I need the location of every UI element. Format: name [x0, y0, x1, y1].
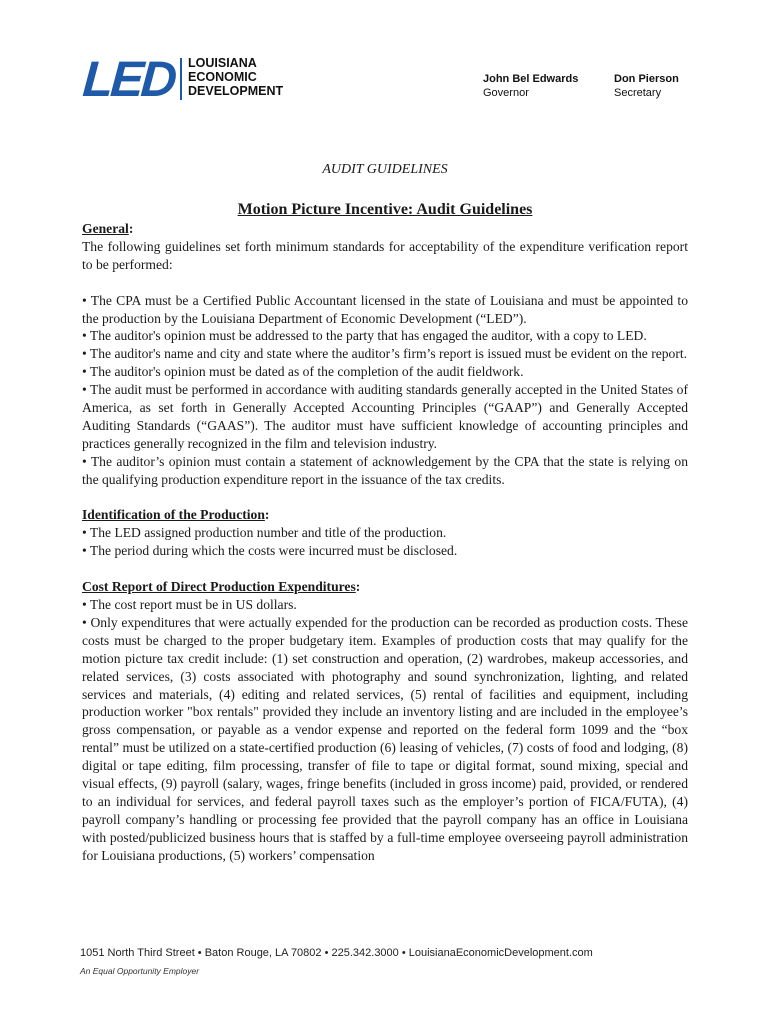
- logo-divider: [180, 58, 182, 100]
- section-heading-cost-report: Cost Report of Direct Production Expenditures:: [82, 579, 361, 595]
- logo-line: LOUISIANA: [188, 56, 257, 70]
- official-name: Don Pierson: [614, 73, 679, 85]
- logo-line: ECONOMIC: [188, 70, 257, 84]
- general-bullet: • The audit must be performed in accordance with auditing standards generally accepted in the United States of America, as set forth in Generally Accepted Accounting Principles (“GAAP”) and Generally Accepted Auditing Standards (“GAAS”). The auditor must have sufficient knowledge of accounting principles and practices generally recognized in the film and television industry.: [82, 382, 688, 451]
- footer-tagline: An Equal Opportunity Employer: [80, 966, 200, 976]
- cost-report-bullet: • The cost report must be in US dollars.: [82, 596, 297, 612]
- official-role: Secretary: [614, 87, 662, 99]
- led-logo: [81, 51, 284, 107]
- logo-wordmark: [188, 56, 283, 98]
- logo-mark: LED: [81, 51, 176, 107]
- general-bullet: • The auditor's opinion must be dated as of the completion of the audit fieldwork.: [82, 364, 524, 380]
- logo-line: DEVELOPMENT: [188, 84, 284, 98]
- cost-report-bullet: • Only expenditures that were actually expended for the production can be recorded as production costs. These costs must be charged to the proper budgetary item. Examples of production costs that may qualify for the motion picture tax credit include: (1) set construction and operation, (2) wardrobes, makeup accessories, and related services, (3) costs associated with photography and sound synchronization, lighting, and related services and materials, (4) editing and related services, (5) rental of facilities and equipment, including production worker "box rentals" provided they include an inventory listing and are included in the employee’s gross compensation, or payable as a vendor expense and reported on the federal form 1099 and the “box rental” must be utilized on a state-certified production (6) leasing of vehicles, (7) costs of food and lodging, (8) digital or tape editing, film processing, transfer of file to tape or digital format, sound mixing, special and visual effects, (9) payroll (salary, wages, fringe benefits (included in gross income) paid, provided, or rendered to an individual for services, and federal payroll taxes such as the employer’s portion of FICA/FUTA), (4) payroll company’s handling or processing fee provided that the payroll company has an office in Louisiana with posted/publicized business hours that is staffed by a full-time employee overseeing payroll administration for Louisiana productions, (5) workers’ compensation: [82, 614, 688, 863]
- general-bullet: • The auditor's name and city and state where the auditor’s firm’s report is issued must be evident on the report.: [82, 346, 688, 362]
- general-bullet: • The auditor’s opinion must contain a statement of acknowledgement by the CPA that the state is relying on the qualifying production expenditure report in the issuance of the tax credits.: [82, 453, 688, 487]
- document-title: Motion Picture Incentive: Audit Guidelines: [237, 201, 533, 218]
- section-heading-identification: Identification of the Production:: [82, 507, 270, 523]
- general-intro: The following guidelines set forth minimum standards for acceptability of the expenditure verification report to be performed:: [82, 238, 688, 272]
- official-secretary: [614, 72, 679, 100]
- identification-bullet: • The LED assigned production number and title of the production.: [82, 525, 447, 541]
- official-governor: [483, 72, 578, 100]
- footer-address: 1051 North Third Street • Baton Rouge, LA 70802 • 225.342.3000 • LouisianaEconomicDevelopment.com: [80, 947, 593, 959]
- official-name: John Bel Edwards: [483, 73, 579, 85]
- official-role: Governor: [483, 87, 529, 99]
- document-subheading: AUDIT GUIDELINES: [322, 162, 448, 177]
- identification-bullet: • The period during which the costs were incurred must be disclosed.: [82, 543, 458, 559]
- document-body: [82, 220, 688, 865]
- section-heading-general: General:: [82, 221, 134, 236]
- general-bullet: • The auditor's opinion must be addressed to the party that has engaged the auditor, with a copy to LED.: [82, 328, 647, 344]
- general-bullet: • The CPA must be a Certified Public Accountant licensed in the state of Louisiana and must be appointed to the production by the Louisiana Department of Economic Development (“LED”).: [82, 292, 688, 326]
